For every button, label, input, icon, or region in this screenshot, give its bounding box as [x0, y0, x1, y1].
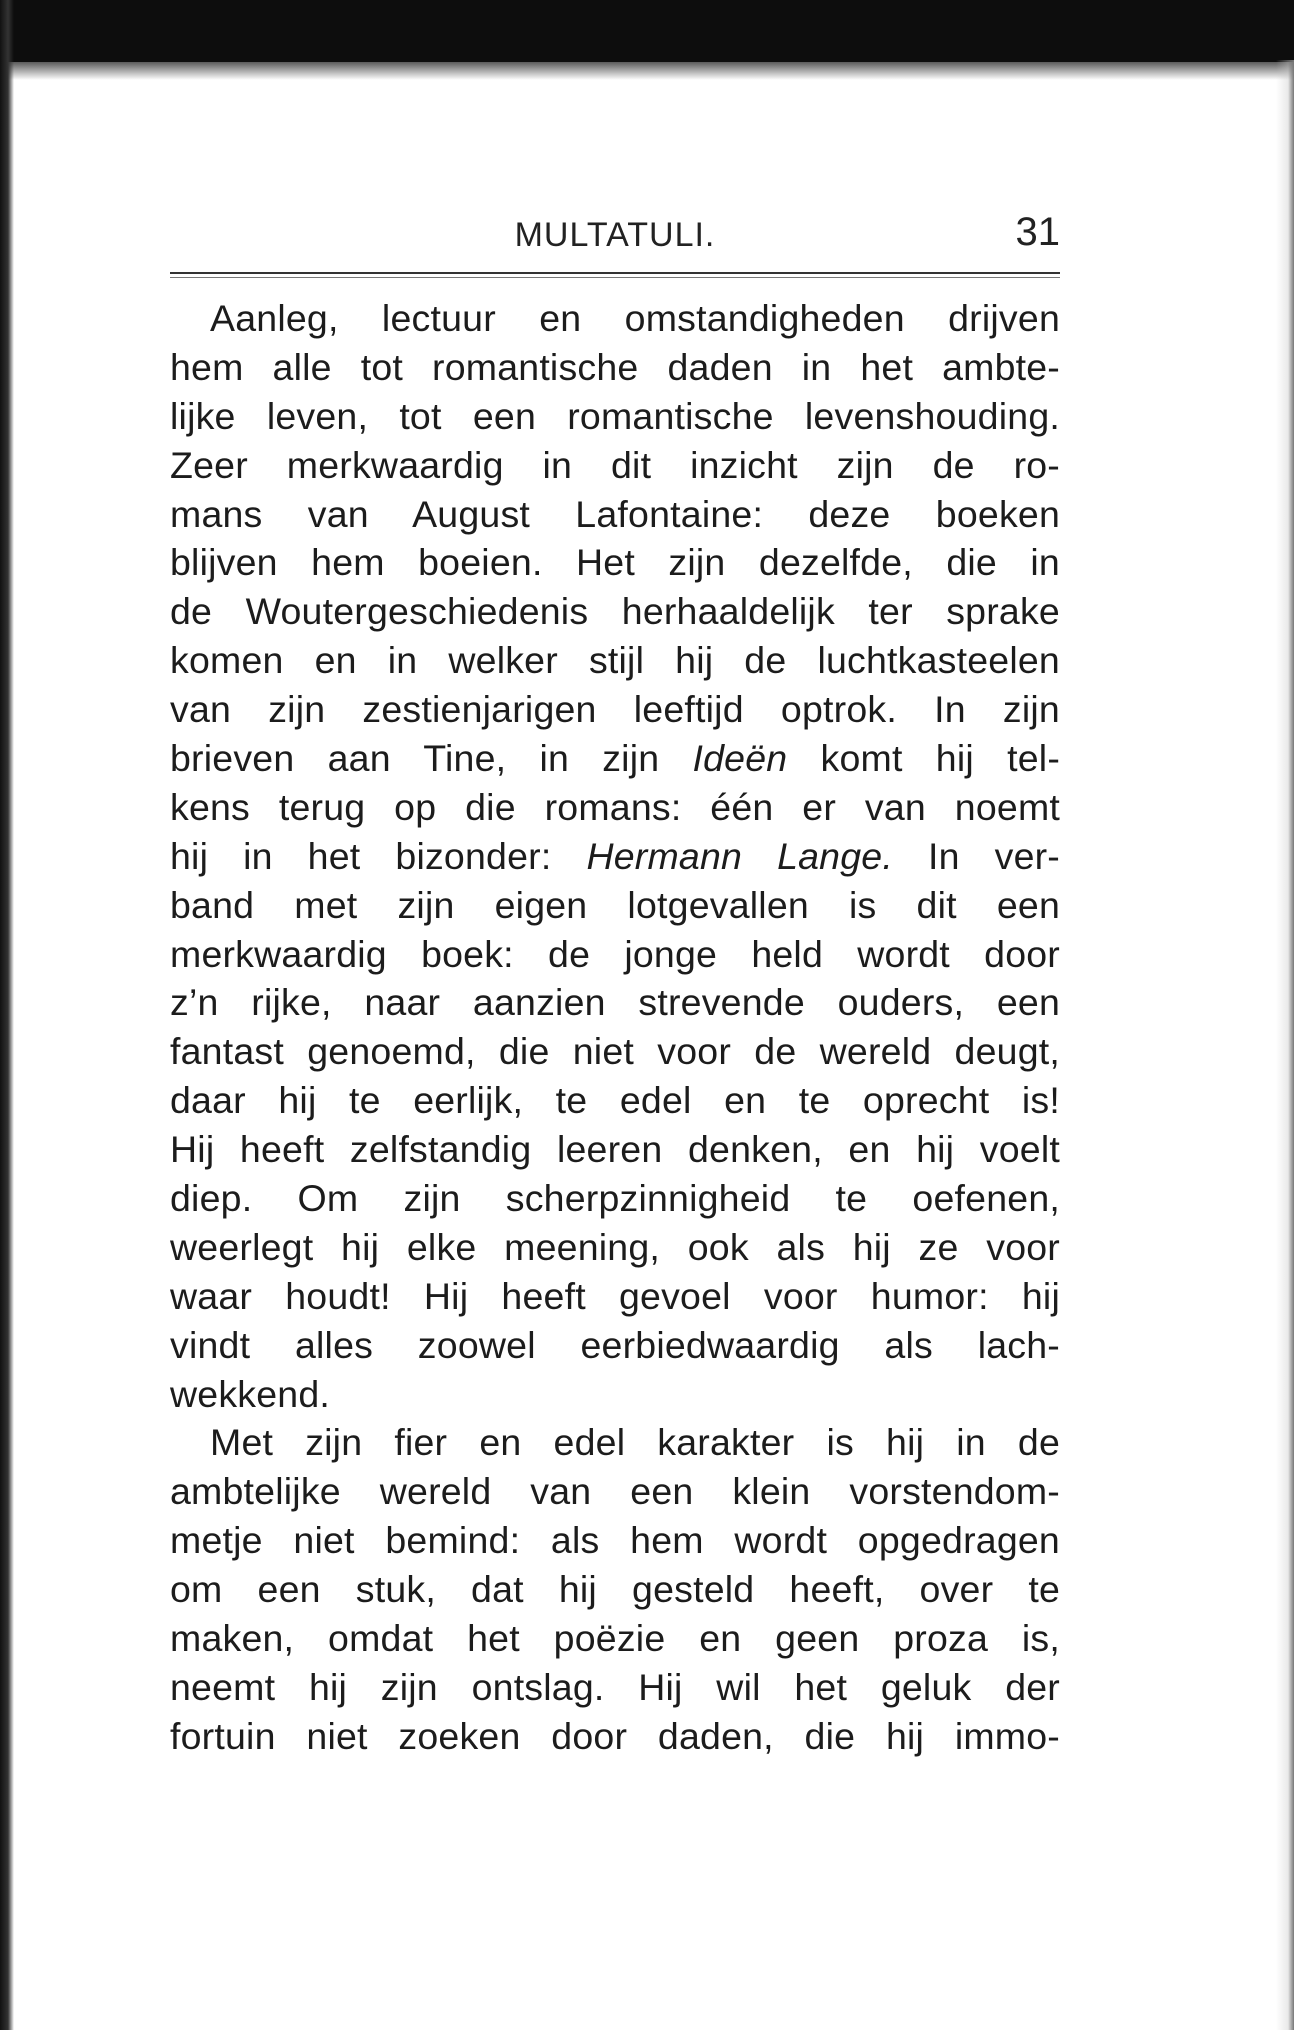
text-segment: band met zijn eigen lotgevallen is dit een [170, 883, 1060, 926]
text-line [170, 783, 1060, 832]
text-line [170, 1223, 1060, 1272]
text-line [170, 1663, 1060, 1712]
text-line [170, 1370, 1060, 1419]
text-line [170, 1614, 1060, 1663]
text-line [170, 294, 1060, 343]
text-segment: hem alle tot romantische daden in het ambte- [170, 345, 1060, 388]
text-segment: daar hij te eerlijk, te edel en te oprecht is! [170, 1079, 1060, 1122]
text-segment: Met zijn fier en edel karakter is hij in de [210, 1421, 1060, 1464]
page-number: 31 [1015, 210, 1060, 254]
scan-right-edge [1276, 60, 1294, 2030]
text-segment: komt hij tel- [787, 737, 1061, 780]
text-segment: hij in het bizonder: [170, 834, 587, 877]
text-line [170, 832, 1060, 881]
text-line [170, 1516, 1060, 1565]
text-line [170, 978, 1060, 1027]
text-line [170, 1125, 1060, 1174]
text-line [170, 1712, 1060, 1761]
text-line [170, 1027, 1060, 1076]
text-line [170, 930, 1060, 979]
text-segment: neemt hij zijn ontslag. Hij wil het geluk der [170, 1665, 1060, 1708]
text-line [170, 636, 1060, 685]
paragraph [170, 1418, 1060, 1760]
text-segment: metje niet bemind: als hem wordt opgedragen [170, 1519, 1060, 1562]
text-segment: vindt alles zoowel eerbiedwaardig als lach- [170, 1323, 1060, 1366]
text-segment: fortuin niet zoeken door daden, die hij immo- [170, 1714, 1060, 1757]
text-line [170, 1272, 1060, 1321]
text-segment: komen en in welker stijl hij de luchtkasteelen [170, 639, 1060, 682]
text-segment: brieven aan Tine, in zijn [170, 737, 693, 780]
text-segment: Hij heeft zelfstandig leeren denken, en hij voelt [170, 1128, 1060, 1171]
running-head [170, 210, 1060, 268]
text-segment: lijke leven, tot een romantische levenshouding. [170, 394, 1060, 437]
text-segment: merkwaardig boek: de jonge held wordt door [170, 932, 1060, 975]
text-line [170, 1565, 1060, 1614]
text-segment: z’n rijke, naar aanzien strevende ouders, een [170, 981, 1060, 1024]
text-segment: wekkend. [170, 1372, 331, 1415]
text-segment: In ver- [892, 834, 1060, 877]
text-segment: mans van August Lafontaine: deze boeken [170, 492, 1060, 535]
text-segment: kens terug op die romans: één er van noemt [170, 785, 1060, 828]
text-line [170, 587, 1060, 636]
text-segment: waar houdt! Hij heeft gevoel voor humor: hij [170, 1274, 1060, 1317]
body-text [170, 294, 1060, 1761]
scan-left-edge [0, 0, 14, 2030]
text-line [170, 1321, 1060, 1370]
text-line [170, 734, 1060, 783]
text-segment: fantast genoemd, die niet voor de wereld deugt, [170, 1030, 1060, 1073]
text-segment: van zijn zestienjarigen leeftijd optrok. In zijn [170, 688, 1060, 731]
running-title: MULTATULI. [514, 216, 716, 254]
text-segment: maken, omdat het poëzie en geen proza is, [170, 1617, 1060, 1660]
text-segment: om een stuk, dat hij gesteld heeft, over te [170, 1568, 1060, 1611]
text-line [170, 343, 1060, 392]
text-line [170, 1076, 1060, 1125]
paragraph [170, 294, 1060, 1418]
text-line [170, 1174, 1060, 1223]
text-line [170, 538, 1060, 587]
text-segment: Zeer merkwaardig in dit inzicht zijn de ro- [170, 443, 1060, 486]
italic-title: Ideën [692, 737, 788, 780]
scan-top-edge [0, 0, 1294, 62]
text-segment: ambtelijke wereld van een klein vorstendom- [170, 1470, 1060, 1513]
text-segment: weerlegt hij elke meening, ook als hij ze voor [170, 1225, 1060, 1268]
text-segment: diep. Om zijn scherpzinnigheid te oefenen, [170, 1177, 1060, 1220]
text-line [170, 881, 1060, 930]
italic-title: Hermann Lange. [586, 834, 893, 877]
text-line [170, 1467, 1060, 1516]
text-line [170, 441, 1060, 490]
text-segment: de Woutergeschiedenis herhaaldelijk ter sprake [170, 590, 1060, 633]
text-segment: blijven hem boeien. Het zijn dezelfde, die in [170, 541, 1060, 584]
text-line [170, 685, 1060, 734]
text-line [170, 490, 1060, 539]
header-rule [170, 272, 1060, 278]
text-segment: Aanleg, lectuur en omstandigheden drijven [210, 297, 1060, 339]
text-line [170, 1418, 1060, 1467]
book-page [170, 210, 1060, 1810]
text-line [170, 392, 1060, 441]
